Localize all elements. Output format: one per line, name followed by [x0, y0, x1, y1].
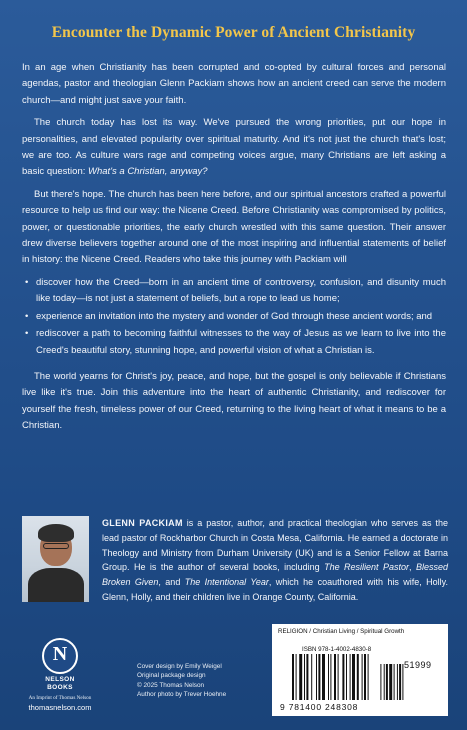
barcode-bar — [342, 654, 344, 700]
author-bio-text: , which he coauthored with his wife, Holly. Glenn, Holly, and their children live in Orange County, California. — [102, 577, 448, 602]
barcode-bar — [389, 664, 392, 700]
list-item-text: experience an invitation into the mystery and wonder of God through these ancient words; and — [36, 310, 433, 322]
nelson-logo-icon — [42, 638, 78, 674]
barcode-bar — [334, 654, 336, 700]
paragraph-lost-way-text: The church today has lost its way. We've pursued the wrong priorities, put our hope in personalities, and elevated popularity over spiritual maturity. And it's not just the church that's lost; we are too. As culture wars rage and competing voices argue, many Christians are left asking a basic question: — [22, 117, 446, 178]
publisher-name-line1: NELSON — [45, 676, 75, 683]
barcode-bar — [318, 654, 320, 700]
barcode-bar — [316, 654, 317, 700]
paragraph-intro: In an age when Christianity has been corrupted and co-opted by cultural forces and personal agendas, pastor and theologian Glenn Packiam shows how an ancient creed can serve the modern church—and might just save your faith. — [22, 62, 446, 106]
book-title: The Resilient Pastor — [324, 562, 409, 573]
list-item — [25, 309, 446, 325]
publisher-logo — [20, 638, 100, 712]
barcode-bar — [380, 664, 381, 700]
bullet-marker: • — [25, 310, 29, 322]
question-italic: What's a Christian, anyway? — [88, 166, 208, 178]
credit-line: Cover design by Emily Weigel — [137, 663, 222, 670]
description — [22, 60, 446, 441]
barcode-bar — [394, 664, 395, 700]
author-bio — [102, 516, 448, 605]
credit-line: Original package design — [137, 672, 206, 680]
barcode-bar — [292, 654, 294, 700]
book-title: Blessed Broken Given — [102, 562, 448, 588]
isbn-label: ISBN 978-1-4002-4830-8 — [302, 646, 372, 653]
barcode-bar — [338, 654, 339, 700]
separator: , — [409, 562, 416, 573]
barcode-bar — [296, 654, 297, 700]
author-section — [22, 512, 449, 616]
price-code: 51999 — [404, 660, 432, 670]
book-title: The Intentional Year — [184, 577, 269, 588]
publisher-name — [20, 676, 100, 692]
barcode-bar — [328, 654, 329, 700]
barcode-number: 9 781400 248308 — [280, 702, 359, 712]
bullet-marker: • — [25, 276, 29, 288]
publisher-name-line2: BOOKS — [47, 684, 73, 691]
imprint-line: An Imprint of Thomas Nelson — [28, 695, 92, 701]
credit-line: © 2025 Thomas Nelson — [137, 681, 205, 689]
list-item — [25, 326, 446, 359]
paragraph-closing: The world yearns for Christ's joy, peace, and hope, but the gospel is only believable if Christians live like it's true. Join this adventure into the heart of authentic Christianity, and rediscover for yourself the fresh, timeless power of our Creed, returning to the living heart of what it means to be a Christian. — [22, 370, 446, 432]
barcode-bar — [402, 664, 403, 700]
barcode-bars — [292, 654, 442, 702]
barcode-bar — [357, 654, 359, 700]
paragraph-lost-way — [22, 115, 446, 181]
barcode-bar — [311, 654, 312, 700]
paragraph-hope: But there's hope. The church has been here before, and our spiritual ancestors crafted a powerful resource to help us find our way: the Nicene Creed. Before Christianity was compromised by politics, power, or questionable priorities, the early church wrestled with this same question. Their answer drew diverse believers together around one of the most inspiring and influential statements of belief in history: the Nicene Creed. Readers who take this journey with Packiam will — [22, 188, 446, 266]
credit-line: Author photo by Trever Hoehne — [137, 691, 227, 699]
barcode-bar — [306, 654, 308, 700]
barcode-bar — [352, 654, 355, 700]
barcode-bar — [330, 654, 331, 700]
barcode-bar — [299, 654, 302, 700]
author-photo — [22, 516, 89, 602]
barcode-bar — [364, 654, 366, 700]
author-bio-text: is a pastor, author, and practical theologian who serves as the lead pastor of Rockharbor Church in Costa Mesa, California. He earned a doctorate in Theology and Ministry from Durham University (UK) and is a Senior Fellow at Barna Group. He is the author of several books, including — [102, 518, 449, 573]
barcode-bar — [397, 664, 398, 700]
barcode-bar — [384, 664, 385, 700]
barcode-bar — [304, 654, 305, 700]
list-item-text: discover how the Creed—born in an ancient time of controversy, confusion, and disunity much like today—is not just a statement of beliefs, but a rope to lead us home; — [36, 276, 446, 305]
category-label: RELIGION / Christian Living / Spiritual Growth — [278, 628, 405, 635]
list-item — [25, 275, 446, 308]
headline: Encounter the Dynamic Power of Ancient Christianity — [51, 24, 416, 41]
barcode-bar — [399, 664, 401, 700]
barcode-panel — [272, 624, 448, 716]
bullet-marker: • — [25, 328, 29, 340]
credits — [137, 662, 257, 700]
barcode-bar — [362, 654, 363, 700]
barcode-bar — [322, 654, 325, 700]
bullet-list — [22, 275, 446, 359]
barcode-bar — [350, 654, 351, 700]
list-item-text: rediscover a path to becoming faithful witnesses to the way of Jesus as we learn to live into the Creed's beautiful story, stunning hope, and powerful vision of what a Christian is. — [36, 328, 446, 356]
barcode-bar — [346, 654, 347, 700]
publisher-url: thomasnelson.com — [28, 703, 92, 712]
separator: , and — [158, 577, 185, 588]
barcode-bar — [386, 664, 388, 700]
logo-letter: N — [52, 643, 68, 665]
author-name: GLENN PACKIAM — [102, 518, 183, 528]
barcode-bar — [368, 654, 369, 700]
